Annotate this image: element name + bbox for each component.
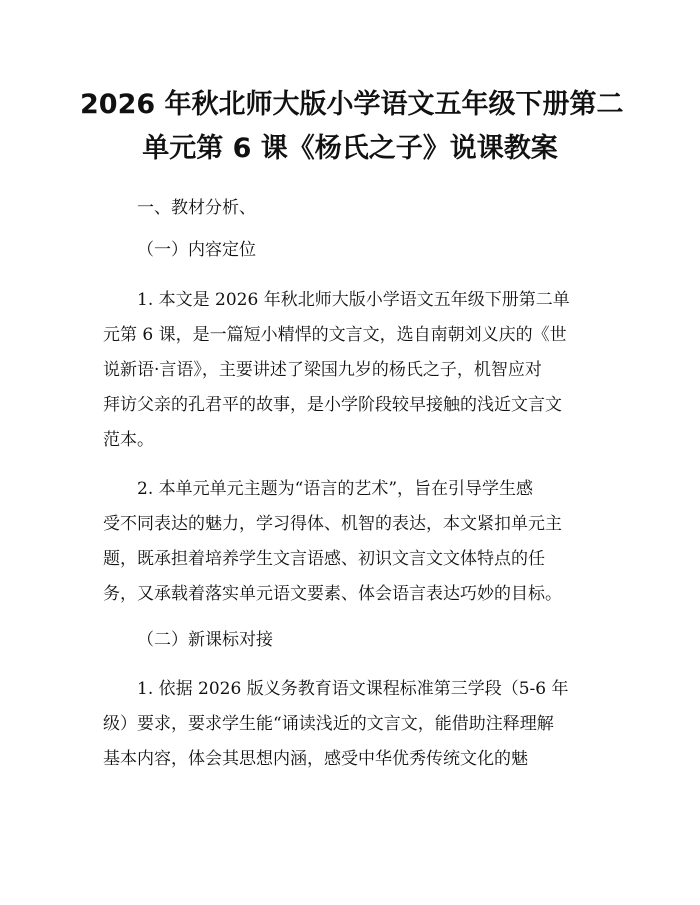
paragraph-line: 拜访父亲的孔君平的故事，是小学阶段较早接触的浅近文言文 xyxy=(103,395,562,415)
paragraph-line: 说新语·言语》，主要讲述了梁国九岁的杨氏之子，机智应对 xyxy=(103,360,542,380)
paragraph-content-positioning-2 xyxy=(103,472,603,612)
paragraph-line: 范本。 xyxy=(103,430,154,450)
paragraph-line: 元第 6 课，是一篇短小精悍的文言文，选自南朝刘义庆的《世 xyxy=(103,325,567,345)
paragraph-line: 受不同表达的魅力，学习得体、机智的表达，本文紧扣单元主 xyxy=(103,514,562,534)
subsection-heading-content-positioning: （一）内容定位 xyxy=(137,240,256,260)
paragraph-line: 基本内容，体会其思想内涵，感受中华优秀传统文化的魅 xyxy=(103,749,528,769)
document-title-line-1: 2026 年秋北师大版小学语文五年级下册第二 xyxy=(80,89,624,120)
document-title-line-2: 单元第 6 课《杨氏之子》说课教案 xyxy=(142,133,558,164)
subsection-heading-new-curriculum: （二）新课标对接 xyxy=(137,630,273,650)
paragraph-line: 级）要求，要求学生能“诵读浅近的文言文，能借助注释理解 xyxy=(103,714,554,734)
paragraph-line: 务，又承载着落实单元语文要素、体会语言表达巧妙的目标。 xyxy=(103,584,562,604)
paragraph-line: 2. 本单元单元主题为“语言的艺术”，旨在引导学生感 xyxy=(137,479,534,499)
paragraph-line: 1. 本文是 2026 年秋北师大版小学语文五年级下册第二单 xyxy=(137,290,570,310)
paragraph-line: 1. 依据 2026 版义务教育语文课程标准第三学段（5-6 年 xyxy=(137,679,569,699)
paragraph-content-positioning-1 xyxy=(103,283,603,458)
paragraph-new-curriculum-1 xyxy=(103,672,603,777)
section-heading-textbook-analysis: 一、教材分析、 xyxy=(137,198,256,218)
paragraph-line: 题，既承担着培养学生文言语感、初识文言文文体特点的任 xyxy=(103,549,545,569)
